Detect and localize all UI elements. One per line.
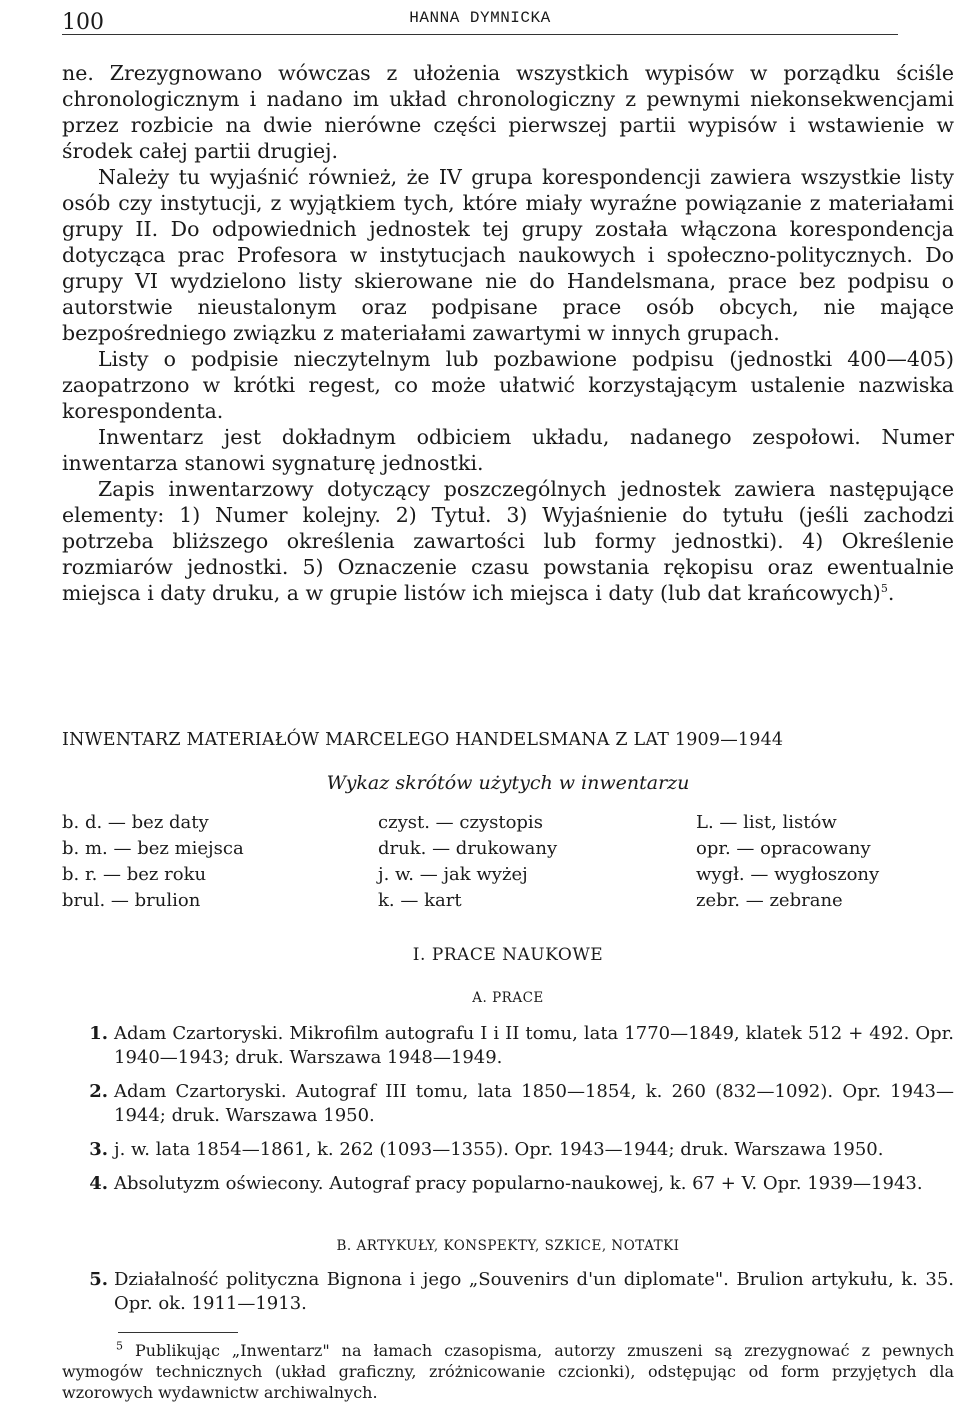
entry-text: Absolutyzm oświecony. Autograf pracy popularno-naukowej, k. 67 + V. Opr. 1939—1943. (114, 1173, 923, 1194)
footnote (62, 1340, 954, 1403)
paragraph-5-end: . (887, 581, 895, 605)
entry-text: Działalność polityczna Bignona i jego „Souvenirs d'un diplomate". Brulion artykułu, k. 35. Opr. ok. 1911—1913. (114, 1269, 954, 1314)
footnote-reference: 5 (880, 582, 888, 596)
inventory-entry (62, 1172, 954, 1196)
section-title: I. PRACE NAUKOWE (412, 945, 604, 965)
subsection-title-a: A. PRACE (472, 990, 544, 1006)
entries-list-b (62, 1268, 954, 1326)
inventory-title: INWENTARZ MATERIAŁÓW MARCELEGO HANDELSMANA Z LAT 1909—1944 (62, 730, 784, 750)
abbreviation-item: L. — list, listów (696, 812, 837, 833)
inventory-entry (62, 1080, 954, 1128)
abbreviation-item: b. r. — bez roku (62, 864, 207, 885)
abbreviation-item: wygł. — wygłoszony (696, 864, 880, 885)
inventory-entry (62, 1268, 954, 1316)
abbreviation-item: opr. — opracowany (696, 838, 871, 859)
inventory-entry (62, 1022, 954, 1070)
abbreviation-item: j. w. — jak wyżej (378, 864, 528, 885)
entry-text: Adam Czartoryski. Mikrofilm autografu I i II tomu, lata 1770—1849, klatek 512 + 492. Opr. 1940—1943; druk. Warszawa 1948—1949. (114, 1023, 954, 1068)
entry-text: j. w. lata 1854—1861, k. 262 (1093—1355). Opr. 1943—1944; druk. Warszawa 1950. (114, 1139, 884, 1160)
abbreviation-item: brul. — brulion (62, 890, 201, 911)
abbreviation-item: b. d. — bez daty (62, 812, 209, 833)
entry-number: 3. (89, 1139, 108, 1160)
entry-number: 5. (89, 1269, 108, 1290)
abbreviation-item: czyst. — czystopis (378, 812, 543, 833)
abbreviations-title: Wykaz skrótów użytych w inwentarzu (326, 772, 690, 794)
page-header (62, 4, 898, 35)
abbreviation-item: b. m. — bez miejsca (62, 838, 244, 859)
entry-number: 1. (89, 1023, 108, 1044)
entry-number: 2. (89, 1081, 108, 1102)
entries-list-a (62, 1022, 954, 1206)
subsection-title-b: B. ARTYKUŁY, KONSPEKTY, SZKICE, NOTATKI (336, 1238, 680, 1254)
paragraph-5-text: Zapis inwentarzowy dotyczący poszczególnych jednostek zawiera następujące elementy: 1) Numer kolejny. 2) Tytuł. 3) Wyjaśnienie do tytułu (jeśli zachodzi potrzeba bliższego określenia zawartości lub formy jednostki). 4) Określenie rozmiarów jednostki. 5) Oznaczenie czasu powstania rękopisu oraz ewentualnie miejsca i daty druku, a w grupie listów ich miejsca i daty (lub dat krańcowych) (62, 477, 954, 605)
abbreviation-item: zebr. — zebrane (696, 890, 843, 911)
footnote-text: Publikując „Inwentarz" na łamach czasopisma, autorzy zmuszeni są zrezygnować z pewnych wymogów technicznych (układ graficzny, zróżnicowanie czcionki), odstępując od form przyjętych dla wzorowych wydawnictw archiwalnych. (62, 1341, 954, 1402)
running-head: HANNA DYMNICKA (409, 9, 551, 27)
paragraph-5 (62, 476, 954, 606)
body-text (62, 60, 954, 606)
footnote-mark: 5 (116, 1339, 123, 1353)
paragraph-2: Należy tu wyjaśnić również, że IV grupa korespondencji zawiera wszystkie listy osób czy instytucji, z wyjątkiem tych, które miały wyraźne powiązanie z materiałami grupy II. Do odpowiednich jednostek tej grupy została włączona korespondencja dotycząca prac Profesora w instytucjach naukowych i społeczno-politycznych. Do grupy VI wydzielono listy skierowane nie do Handelsmana, prace bez podpisu o autorstwie nieustalonym oraz podpisane prace osób obcych, nie mające bezpośredniego związku z materiałami zawartymi w innych grupach. (62, 165, 954, 345)
entry-number: 4. (89, 1173, 108, 1194)
paragraph-3: Listy o podpisie nieczytelnym lub pozbawione podpisu (jednostki 400—405) zaopatrzono w krótki regest, co może ułatwić korzystającym ustalenie nazwiska korespondenta. (62, 347, 954, 423)
entry-text: Adam Czartoryski. Autograf III tomu, lata 1850—1854, k. 260 (832—1092). Opr. 1943—1944; druk. Warszawa 1950. (114, 1081, 954, 1126)
abbreviation-item: druk. — drukowany (378, 838, 558, 859)
paragraph-4: Inwentarz jest dokładnym odbiciem układu, nadanego zespołowi. Numer inwentarza stanowi sygnaturę jednostki. (62, 425, 954, 475)
inventory-entry (62, 1138, 954, 1162)
footnote-divider (118, 1332, 238, 1333)
abbreviation-item: k. — kart (378, 890, 462, 911)
paragraph-1: ne. Zrezygnowano wówczas z ułożenia wszystkich wypisów w porządku ściśle chronologicznym i nadano im układ chronologiczny z pewnymi niekonsekwencjami przez rozbicie na dwie nierówne części pierwszej partii wypisów i wstawienie w środek całej partii drugiej. (62, 61, 954, 163)
page-number: 100 (62, 10, 104, 35)
abbreviations-list (62, 812, 954, 912)
